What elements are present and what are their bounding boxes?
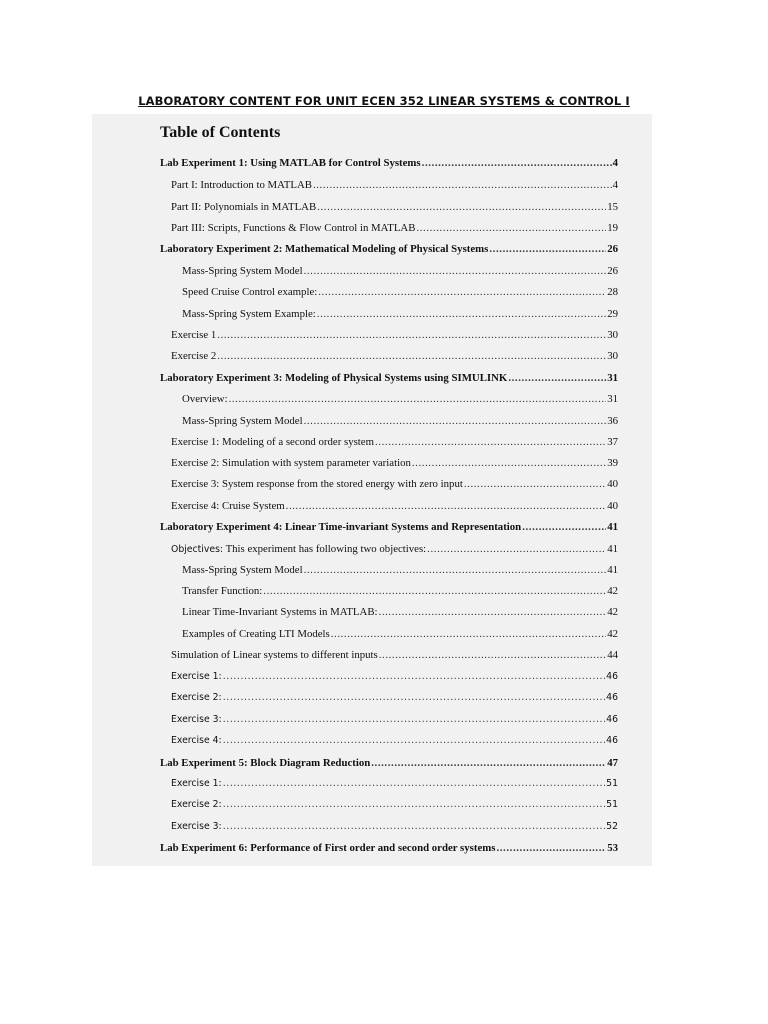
toc-leader-dots [522,516,606,538]
toc-page-number: 4 [612,179,618,191]
toc-page-number: 41 [607,564,618,576]
toc-page-number: 46 [606,671,618,682]
toc-entry[interactable] [171,174,618,196]
toc-leader-dots [223,730,605,752]
toc-page-number: 46 [606,735,618,746]
toc-entry-title: Examples of Creating LTI Models [182,628,330,640]
toc-leader-dots [508,367,606,389]
toc-entry-prefix: Objectives: [171,544,224,555]
toc-entry-title: Exercise 1: Modeling of a second order system [171,436,374,448]
toc-entry[interactable] [182,388,618,410]
toc-entry-title: Mass-Spring System Model [182,265,303,277]
toc-leader-dots [317,303,606,325]
toc-entry-title: Exercise 3: [171,821,222,832]
toc-entry[interactable] [182,559,618,581]
toc-page-number: 42 [607,628,618,640]
toc-entry[interactable] [160,516,618,538]
toc-page-number: 51 [606,799,618,810]
toc-entry[interactable] [160,367,618,389]
toc-entry-title: Mass-Spring System Model [182,415,303,427]
toc-leader-dots [416,217,606,239]
toc-entry[interactable] [171,687,618,709]
toc-entry-title: Part III: Scripts, Functions & Flow Control in MATLAB [171,222,416,234]
toc-entry-title: Laboratory Experiment 2: Mathematical Modeling of Physical Systems [160,243,489,255]
toc-page-number: 41 [607,543,618,555]
toc-leader-dots [286,495,607,517]
toc-entry-title: Exercise 1: [171,671,222,682]
toc-entry[interactable] [171,644,618,666]
toc-page-number: 29 [607,308,618,320]
toc-entry[interactable] [171,709,618,731]
toc-entry[interactable] [171,538,618,560]
toc-page-number: 28 [607,286,618,298]
toc-entry-title [171,538,426,561]
toc-entry[interactable] [182,260,618,282]
toc-entry[interactable] [171,473,618,495]
toc-page-number: 31 [607,372,618,384]
toc-leader-dots [217,324,606,346]
toc-entry[interactable] [160,837,618,859]
toc-page-number: 40 [607,478,618,490]
toc-title: Table of Contents [160,124,281,141]
toc-entry-title: Exercise 3: [171,714,222,725]
toc-page-number: 46 [606,714,618,725]
toc-leader-dots [318,281,606,303]
toc-leader-dots [304,559,607,581]
toc-entry[interactable] [171,324,618,346]
toc-entry-title: Laboratory Experiment 4: Linear Time-invariant Systems and Representation [160,521,522,533]
toc-page-number: 19 [607,222,618,234]
toc-entry[interactable] [182,601,618,623]
toc-leader-dots [229,388,607,410]
toc-page-number: 51 [606,778,618,789]
toc-entry[interactable] [182,410,618,432]
toc-entry[interactable] [171,730,618,752]
toc-entry-title: Exercise 1 [171,329,217,341]
toc-entry-title: Mass-Spring System Example: [182,308,316,320]
toc-leader-dots [304,410,607,432]
toc-entry[interactable] [160,238,618,260]
toc-entry[interactable] [171,345,618,367]
toc-leader-dots [317,196,606,218]
toc-entry[interactable] [171,196,618,218]
toc-entry-title: Exercise 3: System response from the stored energy with zero input [171,478,463,490]
toc-entry[interactable] [171,495,618,517]
toc-page-number: 41 [607,521,618,533]
toc-entry-title: Speed Cruise Control example: [182,286,318,298]
toc-leader-dots [304,260,607,282]
toc-leader-dots [464,473,606,495]
toc-page-number: 15 [607,201,618,213]
toc-entry-title: Overview: [182,393,228,405]
toc-leader-dots [223,773,605,795]
toc-page-number: 26 [607,265,618,277]
toc-leader-dots [496,837,606,859]
toc-entry-title: Laboratory Experiment 3: Modeling of Physical Systems using SIMULINK [160,372,508,384]
toc-entry[interactable] [171,666,618,688]
toc-entry[interactable] [182,623,618,645]
toc-entry[interactable] [182,281,618,303]
toc-page-number: 26 [607,243,618,255]
toc-entry-title: Exercise 4: [171,735,222,746]
toc-leader-dots [489,238,606,260]
toc-leader-dots [223,794,605,816]
toc-page-number: 4 [612,157,618,169]
toc-leader-dots [223,816,605,838]
toc-entry[interactable] [171,431,618,453]
toc-page-number: 36 [607,415,618,427]
toc-entry-title: Exercise 2: [171,799,222,810]
toc-entry-title: Transfer Function: [182,585,263,597]
toc-page-number: 37 [607,436,618,448]
toc-entry[interactable] [171,217,618,239]
toc-entry-title: Simulation of Linear systems to different inputs [171,649,378,661]
toc-entry-title: Exercise 1: [171,778,222,789]
toc-page-number: 47 [607,757,618,769]
toc-page-number: 46 [606,692,618,703]
toc-entry-title: Lab Experiment 6: Performance of First order and second order systems [160,842,496,854]
toc-entry[interactable] [160,152,618,174]
toc-entry-title: Mass-Spring System Model [182,564,303,576]
toc-leader-dots [422,152,612,174]
toc-entry-title: Exercise 2: [171,692,222,703]
toc-page-number: 30 [607,329,618,341]
toc-entry-title: Exercise 4: Cruise System [171,500,285,512]
toc-entry-title: Part I: Introduction to MATLAB [171,179,312,191]
toc-entry-label: This experiment has following two objectives: [223,543,427,555]
toc-page-number: 42 [607,606,618,618]
toc-entry-title: Exercise 2 [171,350,217,362]
toc-entry[interactable] [182,303,618,325]
toc-entry[interactable] [182,580,618,602]
toc-entry[interactable] [171,452,618,474]
toc-leader-dots [313,174,612,196]
toc-entry-title: Lab Experiment 5: Block Diagram Reduction [160,757,371,769]
toc-leader-dots [217,345,606,367]
toc-page-number: 30 [607,350,618,362]
toc-leader-dots [263,580,606,602]
toc-leader-dots [412,452,606,474]
toc-page-number: 42 [607,585,618,597]
toc-entry-title: Exercise 2: Simulation with system parameter variation [171,457,411,469]
toc-page-number: 31 [607,393,618,405]
toc-leader-dots [375,431,606,453]
toc-entry[interactable] [171,816,618,838]
toc-leader-dots [223,666,605,688]
toc-leader-dots [379,601,607,623]
toc-entry-title: Linear Time-Invariant Systems in MATLAB: [182,606,378,618]
toc-page-number: 52 [606,821,618,832]
toc-leader-dots [331,623,606,645]
toc-leader-dots [379,644,606,666]
toc-leader-dots [223,709,605,731]
toc-entry-title: Part II: Polynomials in MATLAB [171,201,317,213]
toc-entry[interactable] [160,752,618,774]
toc-leader-dots [223,687,605,709]
toc-page-number: 40 [607,500,618,512]
toc-page-number: 44 [607,649,618,661]
document-header: LABORATORY CONTENT FOR UNIT ECEN 352 LINEAR SYSTEMS & CONTROL I [138,94,630,108]
toc-entry[interactable] [171,773,618,795]
toc-leader-dots [371,752,606,774]
toc-entry-title: Lab Experiment 1: Using MATLAB for Control Systems [160,157,421,169]
toc-page-number: 39 [607,457,618,469]
toc-leader-dots [427,538,606,560]
toc-page-number: 53 [607,842,618,854]
toc-entry[interactable] [171,794,618,816]
